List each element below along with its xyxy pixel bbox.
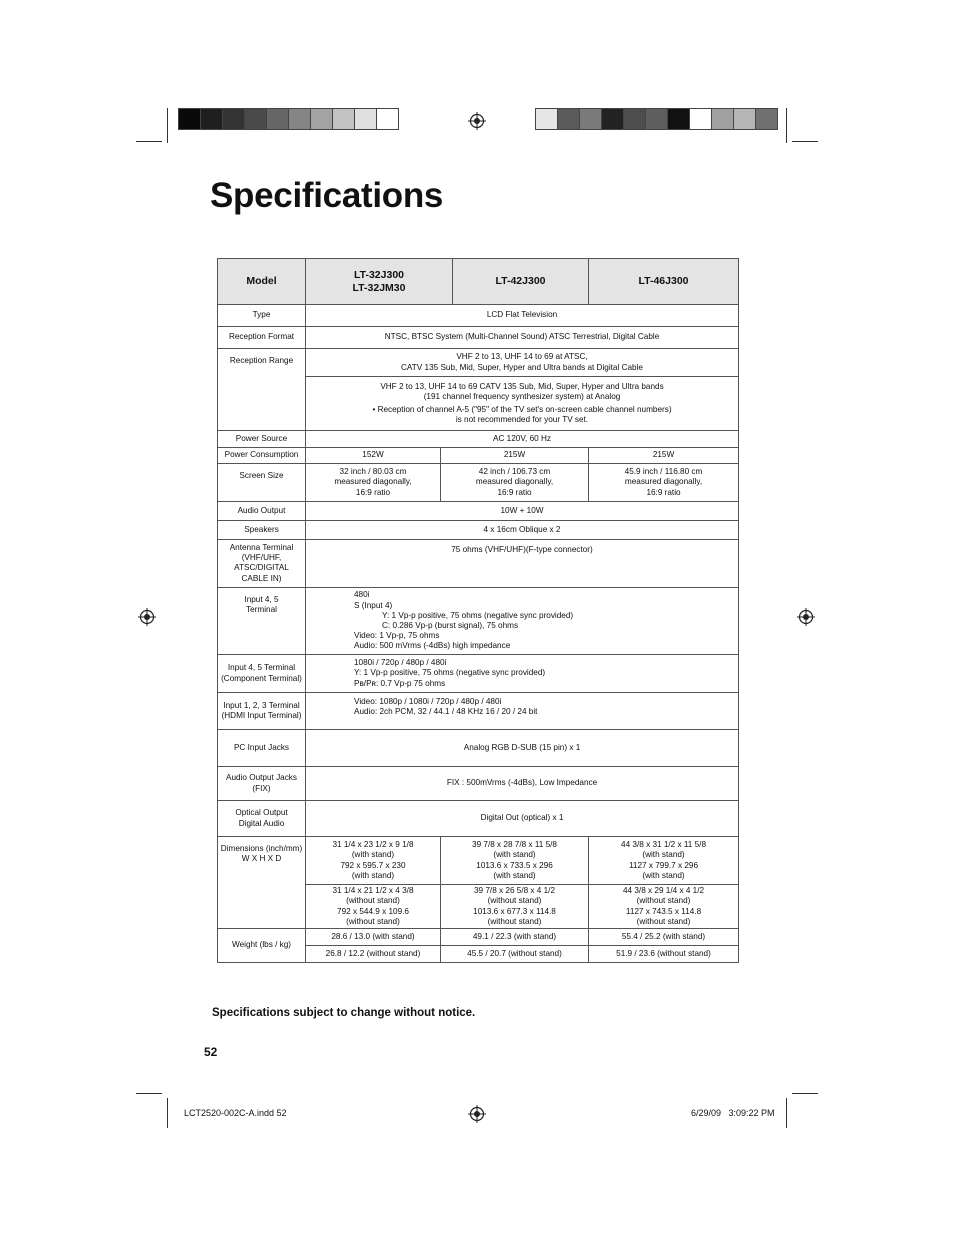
color-swatch (266, 108, 289, 130)
table-row (218, 837, 739, 885)
color-swatch (733, 108, 756, 130)
color-swatch (667, 108, 690, 130)
row-value: AC 120V, 60 Hz (306, 431, 739, 448)
row-value: NTSC, BTSC System (Multi-Channel Sound) ATSC Terrestrial, Digital Cable (306, 327, 739, 349)
row-value: 75 ohms (VHF/UHF)(F-type connector) (306, 540, 739, 588)
row-label: Input 4, 5 Terminal (Component Terminal) (218, 655, 306, 693)
table-row (218, 801, 739, 837)
reception-range-analog: VHF 2 to 13, UHF 14 to 69 CATV 135 Sub, Mid, Super, Hyper and Ultra bands (191 channel frequency synthesizer system) at Analog (380, 381, 664, 401)
row-value: 45.5 / 20.7 (without stand) (441, 946, 589, 963)
row-value: 4 x 16cm Oblique x 2 (306, 521, 739, 540)
row-value: LCD Flat Television (306, 305, 739, 327)
row-value: Video: 1080p / 1080i / 720p / 480p / 480i Audio: 2ch PCM, 32 / 44.1 / 48 KHz 16 / 20 / 24 bit (306, 693, 739, 730)
row-value: 44 3/8 x 29 1/4 x 4 1/2 (without stand) 1127 x 743.5 x 114.8 (without stand) (589, 885, 739, 929)
color-swatch (354, 108, 377, 130)
table-header-row (218, 259, 739, 305)
page-number: 52 (204, 1045, 218, 1059)
table-row (218, 730, 739, 767)
row-value: 215W (589, 448, 739, 464)
row-value: 26.8 / 12.2 (without stand) (306, 946, 441, 963)
color-swatch (310, 108, 333, 130)
row-value: Digital Out (optical) x 1 (306, 801, 739, 837)
color-swatch (601, 108, 624, 130)
color-swatch (200, 108, 223, 130)
slug-timestamp: 6/29/09 3:09:22 PM (691, 1108, 775, 1118)
change-notice: Specifications subject to change without notice. (212, 1007, 476, 1019)
table-row (218, 431, 739, 448)
row-label: Screen Size (218, 464, 306, 502)
color-swatch (755, 108, 778, 130)
color-swatch (535, 108, 558, 130)
color-swatch (557, 108, 580, 130)
color-swatch (711, 108, 734, 130)
table-row (218, 655, 739, 693)
input45-video: Video: 1 Vp-p, 75 ohms (354, 631, 440, 641)
row-label: Type (218, 305, 306, 327)
input45-s-input: S (Input 4) (354, 600, 393, 610)
row-value (306, 377, 739, 431)
row-value: 10W + 10W (306, 502, 739, 521)
color-swatch (579, 108, 602, 130)
color-swatch (376, 108, 399, 130)
reception-range-note: • Reception of channel A-5 ("95" of the TV set's on-screen cable channel numbers) is not recommended for your TV set. (372, 405, 672, 425)
slug-filename: LCT2520-002C-A.indd 52 (184, 1108, 287, 1118)
input45-c: C: 0.286 Vp-p (burst signal), 75 ohms (382, 621, 519, 630)
row-value: 42 inch / 106.73 cm measured diagonally, 16:9 ratio (441, 464, 589, 502)
row-value: 39 7/8 x 26 5/8 x 4 1/2 (without stand) 1013.6 x 677.3 x 114.8 (without stand) (441, 885, 589, 929)
row-label: Audio Output (218, 502, 306, 521)
header-model-46: LT-46J300 (589, 259, 739, 305)
crop-mark-top-right-h (792, 141, 818, 142)
row-label: Optical Output Digital Audio (218, 801, 306, 837)
header-model-label: Model (218, 259, 306, 305)
color-swatch (689, 108, 712, 130)
row-label: Dimensions (inch/mm) W X H X D (218, 837, 306, 929)
row-label: Antenna Terminal (VHF/UHF, ATSC/DIGITAL CABLE IN) (218, 540, 306, 588)
header-model-42: LT-42J300 (453, 259, 589, 305)
row-value: 44 3/8 x 31 1/2 x 11 5/8 (with stand) 1127 x 799.7 x 296 (with stand) (589, 837, 739, 885)
color-swatch (288, 108, 311, 130)
crop-mark-bottom-right-h (792, 1093, 818, 1094)
page-title: Specifications (210, 176, 444, 215)
color-swatch (222, 108, 245, 130)
row-value: 51.9 / 23.6 (without stand) (589, 946, 739, 963)
row-label: Power Consumption (218, 448, 306, 464)
color-swatch (623, 108, 646, 130)
table-row (218, 305, 739, 327)
table-row (218, 448, 739, 464)
row-value: 49.1 / 22.3 (with stand) (441, 929, 589, 946)
row-value: 215W (441, 448, 589, 464)
table-row (218, 588, 739, 655)
input45-format: 480i (354, 590, 370, 600)
crop-mark-top-left-v (167, 108, 168, 143)
row-label: PC Input Jacks (218, 730, 306, 767)
header-model-32: LT-32J300 LT-32JM30 (306, 259, 453, 305)
row-value: 152W (306, 448, 441, 464)
table-row (218, 327, 739, 349)
row-label: Audio Output Jacks (FIX) (218, 767, 306, 801)
row-value: 39 7/8 x 28 7/8 x 11 5/8 (with stand) 1013.6 x 733.5 x 296 (with stand) (441, 837, 589, 885)
table-row (218, 502, 739, 521)
row-value: 31 1/4 x 23 1/2 x 9 1/8 (with stand) 792 x 595.7 x 230 (with stand) (306, 837, 441, 885)
color-swatch (244, 108, 267, 130)
row-label: Speakers (218, 521, 306, 540)
row-value: 31 1/4 x 21 1/2 x 4 3/8 (without stand) 792 x 544.9 x 109.6 (without stand) (306, 885, 441, 929)
row-value: 28.6 / 13.0 (with stand) (306, 929, 441, 946)
crop-mark-top-right-v (786, 108, 787, 143)
specifications-table (217, 258, 739, 963)
crop-mark-bottom-left-h (136, 1093, 162, 1094)
crop-mark-bottom-left-v (167, 1098, 168, 1128)
row-value: FIX : 500mVrms (-4dBs), Low Impedance (306, 767, 739, 801)
row-label: Reception Format (218, 327, 306, 349)
input45-y: Y: 1 Vp-p positive, 75 ohms (negative sync provided) (382, 610, 574, 620)
table-row (218, 693, 739, 730)
color-swatch (332, 108, 355, 130)
row-value (306, 588, 739, 655)
row-value: 32 inch / 80.03 cm measured diagonally, 16:9 ratio (306, 464, 441, 502)
table-row (218, 464, 739, 502)
registration-mark-left-icon (138, 608, 156, 626)
color-swatch (645, 108, 668, 130)
color-swatch (178, 108, 201, 130)
row-label: Power Source (218, 431, 306, 448)
row-value: 55.4 / 25.2 (with stand) (589, 929, 739, 946)
table-row (218, 767, 739, 801)
table-row (218, 540, 739, 588)
row-label: Reception Range (218, 349, 306, 431)
input45-audio: Audio: 500 mVrms (-4dBs) high impedance (354, 641, 511, 651)
crop-mark-top-left-h (136, 141, 162, 142)
row-value: 45.9 inch / 116.80 cm measured diagonally, 16:9 ratio (589, 464, 739, 502)
table-row (218, 929, 739, 946)
row-label: Input 4, 5 Terminal (218, 588, 306, 655)
registration-mark-top-icon (468, 112, 486, 130)
row-value: Analog RGB D-SUB (15 pin) x 1 (306, 730, 739, 767)
table-row (218, 349, 739, 377)
row-label: Input 1, 2, 3 Terminal (HDMI Input Terminal) (218, 693, 306, 730)
registration-mark-bottom-icon (468, 1105, 486, 1123)
row-value: VHF 2 to 13, UHF 14 to 69 at ATSC, CATV 135 Sub, Mid, Super, Hyper and Ultra bands at Digital Cable (306, 349, 739, 377)
table-row (218, 521, 739, 540)
registration-mark-right-icon (797, 608, 815, 626)
crop-mark-bottom-right-v (786, 1098, 787, 1128)
row-value: 1080i / 720p / 480p / 480i Y: 1 Vp-p positive, 75 ohms (negative sync provided) Pʙ/Pʀ: 0.7 Vp-p 75 ohms (306, 655, 739, 693)
row-label: Weight (lbs / kg) (218, 929, 306, 963)
